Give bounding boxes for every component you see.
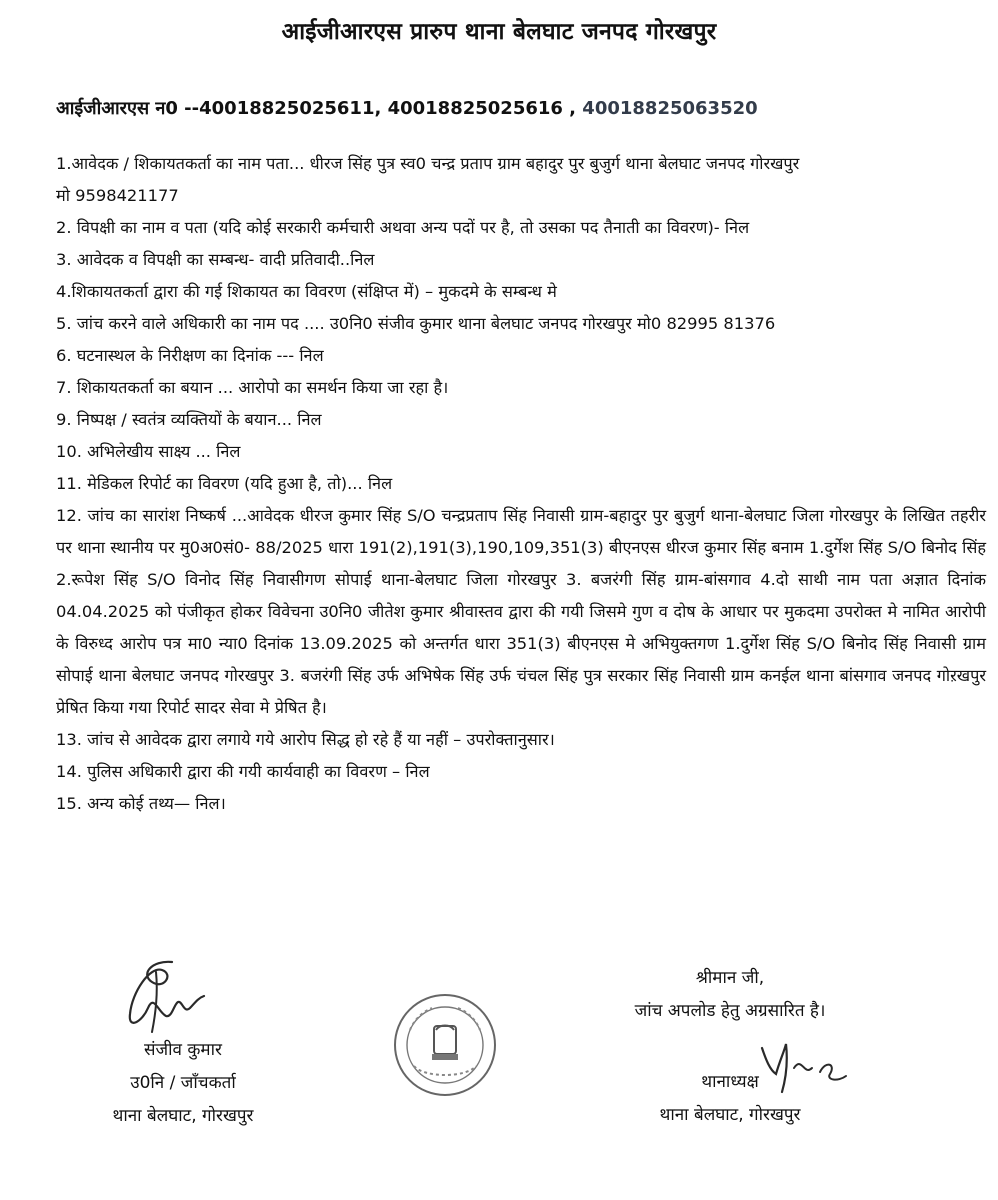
report-body <box>56 148 986 820</box>
igrs-numbers: 40018825025611, 40018825025616 , <box>199 98 583 119</box>
item-13-allegation: 13. जांच से आवेदक द्वारा लगाये गये आरोप सिद्ध हो रहे हैं या नहीं – उपरोक्तानुसार। <box>56 730 555 749</box>
investigator-station: थाना बेलघाट, गोरखपुर <box>112 1106 254 1126</box>
investigator-signature-block <box>88 1034 278 1133</box>
left-signature-icon <box>112 952 222 1042</box>
item-5-officer: 5. जांच करने वाले अधिकारी का नाम पद .... उ0नि0 संजीव कुमार थाना बेलघाट जनपद गोरखपुर मो0 82995 81376 <box>56 314 776 333</box>
item-4-complaint: 4.शिकायतकर्ता द्वारा की गई शिकायत का विवरण (संक्षिप्त में) – मुकदमे के सम्बन्ध मे <box>56 282 557 301</box>
investigator-designation: उ0नि / जाँचकर्ता <box>130 1073 236 1093</box>
document-title: आईजीआरएस प्रारुप थाना बेलघाट जनपद गोरखपुर <box>281 19 717 45</box>
item-10-evidence: 10. अभिलेखीय साक्ष्य ... निल <box>56 442 241 461</box>
igrs-number-line <box>56 96 758 120</box>
item-11-medical: 11. मेडिकल रिपोर्ट का विवरण (यदि हुआ है, तो)... निल <box>56 474 393 493</box>
item-3-relation: 3. आवेदक व विपक्षी का सम्बन्ध- वादी प्रतिवादी..निल <box>56 250 375 269</box>
igrs-label: आईजीआरएस न0 -- <box>56 98 200 119</box>
investigator-name: संजीव कुमार <box>144 1040 222 1060</box>
igrs-last-number: 40018825063520 <box>582 98 758 119</box>
item-12-summary: 12. जांच का सारांश निष्कर्ष ...आवेदक धीरज कुमार सिंह S/O चन्द्रप्रताप सिंह निवासी ग्राम-बहादुर पुर बुजुर्ग थाना-बेलघाट जिला गोरखपुर के लिखित तहरीर पर थाना स्थानीय पर मु0अ0सं0- 88/2025 धारा 191(2),191(3),190,109,351(3) बीएनएस धीरज कुमार सिंह बनाम 1.दुर्गेश सिंह S/O बिनोद सिंह 2.रूपेश सिंह S/O विनोद सिंह निवासीगण सोपाई थाना-बेलघाट जिला गोरखपुर 3. बजरंगी सिंह ग्राम-बांसगाव 4.दो साथी नाम पता अज्ञात दिनांक 04.04.2025 को पंजीकृत होकर विवेचना उ0नि0 जीतेश कुमार श्रीवास्तव द्वारा की गयी जिसमे गुण व दोष के आधार पर मुकदमा उपरोक्त मे नामित आरोपी के विरुध्द आरोप पत्र मा0 न्या0 दिनांक 13.09.2025 को अन्तर्गत धारा 351(3) बीएनएस मे अभियुक्तगण 1.दुर्गेश सिंह S/O बिनोद सिंह निवासी ग्राम सोपाई थाना बेलघाट जनपद गोरखपुर 3. बजरंगी सिंह उर्फ अभिषेक सिंह उर्फ चंचल सिंह पुत्र सरकार सिंह निवासी ग्राम कनईल थाना बांसगाव जनपद गोऱखपुर प्रेषित किया गया रिपोर्ट सादर सेवा मे प्रेषित है। <box>56 506 986 717</box>
item-6-inspection: 6. घटनास्थल के निरीक्षण का दिनांक --- निल <box>56 346 324 365</box>
sho-designation: थानाध्यक्ष <box>701 1072 759 1092</box>
item-2-opponent: 2. विपक्षी का नाम व पता (यदि कोई सरकारी कर्मचारी अथवा अन्य पदों पर है, तो उसका पद तैनाती का विवरण)- निल <box>56 218 750 237</box>
sho-forwarding-block <box>600 962 860 1132</box>
forward-salutation: श्रीमान जी, <box>695 968 765 988</box>
sho-station: थाना बेलघाट, गोरखपुर <box>659 1105 801 1125</box>
item-14-action: 14. पुलिस अधिकारी द्वारा की गयी कार्यवाही का विवरण – निल <box>56 762 430 781</box>
item-7-statement: 7. शिकायतकर्ता का बयान ... आरोपो का समर्थन किया जा रहा है। <box>56 378 449 397</box>
forward-note: जांच अपलोड हेतु अग्रसारित है। <box>634 1001 826 1021</box>
official-seal-icon <box>390 990 500 1100</box>
item-1-applicant: 1.आवेदक / शिकायतकर्ता का नाम पता... धीरज सिंह पुत्र स्व0 चन्द्र प्रताप ग्राम बहादुर पुर बुजुर्ग थाना बेलघाट जनपद गोरखपुर <box>56 154 800 173</box>
item-15-other: 15. अन्य कोई तथ्य— निल। <box>56 794 226 813</box>
item-1-mobile: मो 9598421177 <box>56 186 179 205</box>
item-9-witness: 9. निष्पक्ष / स्वतंत्र व्यक्तियों के बयान... निल <box>56 410 322 429</box>
